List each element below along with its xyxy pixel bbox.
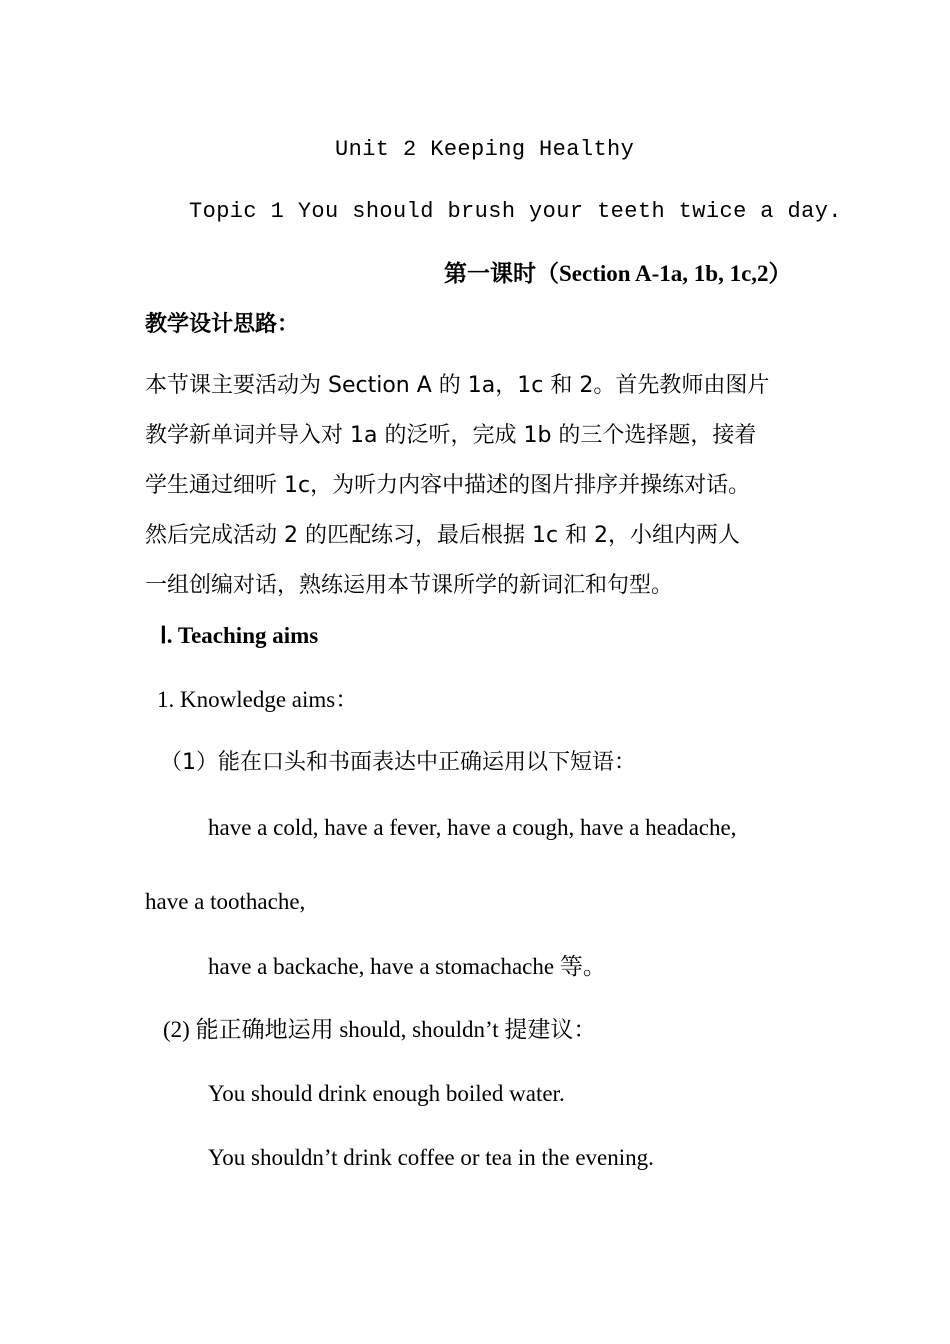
paragraph-line: 教学新单词并导入对 1a 的泛听，完成 1b 的三个选择题，接着: [145, 423, 757, 448]
paragraph-line: 一组创编对话，熟练运用本节课所学的新词汇和句型。: [145, 573, 674, 598]
phrase-line: have a toothache,: [145, 889, 306, 914]
phrase-line: have a backache, have a stomachache 等。: [208, 954, 606, 979]
example-sentence: You shouldn’t drink coffee or tea in the evening.: [208, 1145, 654, 1170]
should-heading: (2) 能正确地运用 should, shouldn’t 提建议：: [163, 1017, 597, 1042]
design-heading: 教学设计思路：: [145, 312, 300, 337]
paragraph-line: 然后完成活动 2 的匹配练习，最后根据 1c 和 2，小组内两人: [145, 523, 741, 548]
example-sentence: You should drink enough boiled water.: [208, 1081, 565, 1106]
paragraph-line: 学生通过细听 1c，为听力内容中描述的图片排序并操练对话。: [145, 473, 751, 498]
unit-title: Unit 2 Keeping Healthy: [335, 137, 635, 162]
paragraph-line: 本节课主要活动为 Section A 的 1a，1c 和 2。首先教师由图片: [145, 373, 770, 398]
phrase-line: have a cold, have a fever, have a cough, have a headache,: [208, 815, 737, 840]
teaching-aims-heading: Ⅰ. Teaching aims: [160, 623, 319, 648]
topic-title: Topic 1 You should brush your teeth twice a day.: [189, 199, 842, 224]
knowledge-aims-heading: 1. Knowledge aims：: [157, 687, 359, 712]
lesson-title: 第一课时（Section A-1a, 1b, 1c,2）: [444, 261, 792, 286]
phrases-heading: （1）能在口头和书面表达中正确运用以下短语：: [160, 750, 636, 775]
